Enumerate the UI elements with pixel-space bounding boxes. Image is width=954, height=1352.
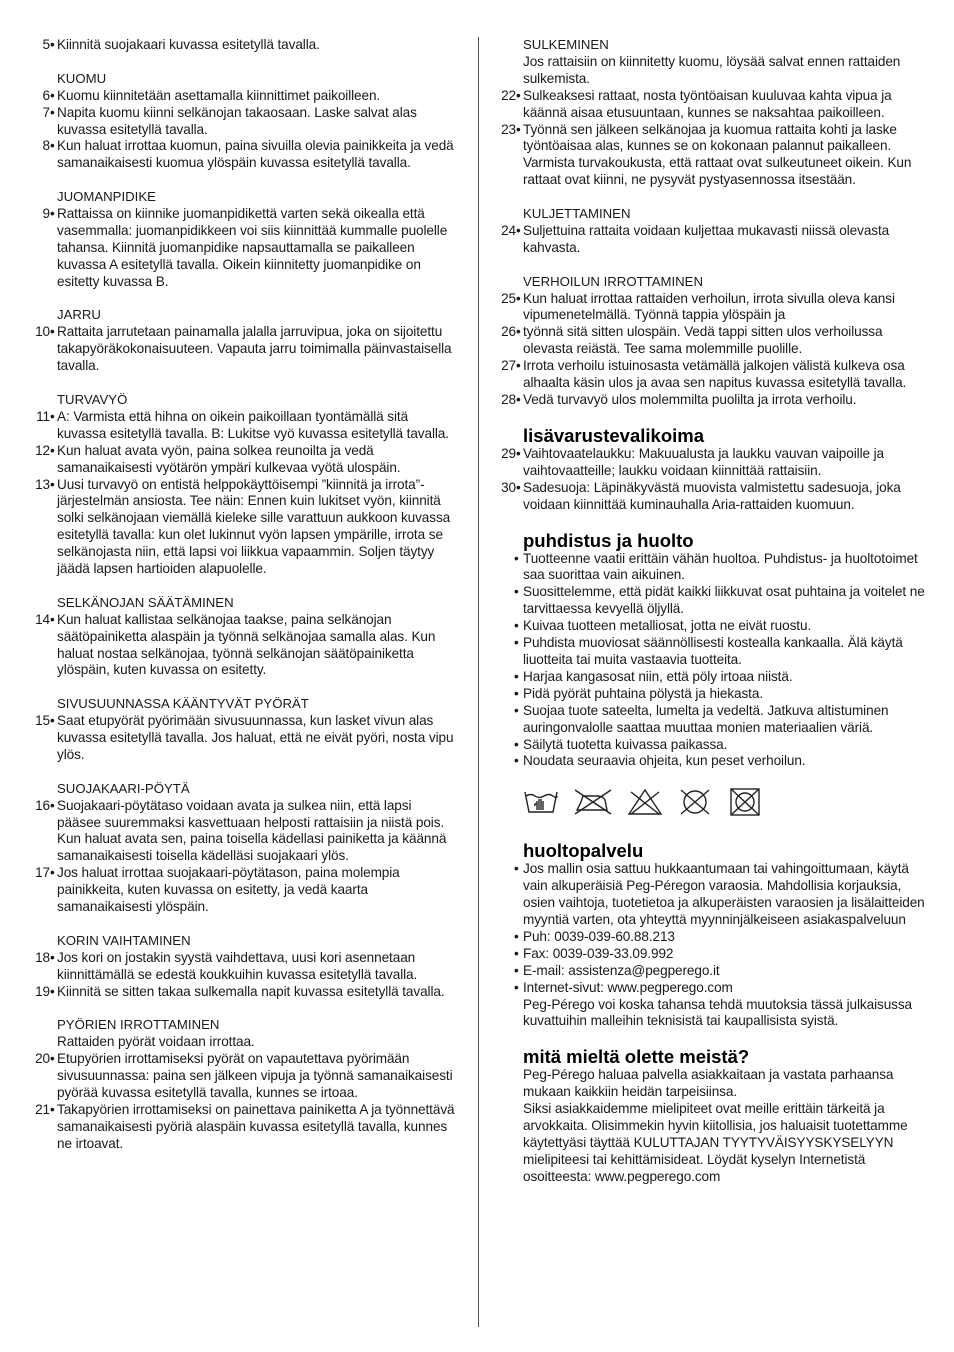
item-text: Harjaa kangasosat niin, että pöly irtoaa niistä. [523, 668, 793, 684]
item-text: Jos haluat irrottaa suojakaari-pöytätason, paina molempia painikkeita, kuten kuvassa on esitetty, ja vedä kaarta samanaikaisesti ylöspäin. [57, 865, 400, 915]
item-text: Kuomu kiinnitetään asettamalla kiinnittimet paikoilleen. [57, 87, 381, 103]
bullet-list-item [494, 946, 926, 963]
item-number: 30 [501, 479, 516, 495]
bullet-icon: • [50, 1101, 55, 1117]
section-subheading: KORIN VAIHTAMINEN [57, 932, 191, 948]
care-symbols [494, 780, 926, 824]
bullet-list-item [494, 551, 926, 585]
item-text: Pidä pyörät puhtaina pölystä ja hiekasta. [523, 685, 763, 701]
bullet-icon: • [514, 861, 519, 877]
list-item-29 [494, 446, 926, 480]
bullet-icon: • [50, 476, 55, 492]
bullet-icon: • [50, 983, 55, 999]
paragraph: Rattaiden pyörät voidaan irrottaa. [57, 1034, 255, 1050]
list-item-13 [28, 477, 456, 578]
bullet-icon: • [516, 290, 521, 306]
item-text: Puhdista muoviosat säännöllisesti kostealla kankaalla. Älä käytä liuotteita tai muita vastaavia tuotteita. [523, 635, 903, 667]
list-item-6 [28, 88, 456, 105]
column-divider [478, 37, 479, 1327]
item-number: 8 [42, 138, 50, 154]
list-item-5 [28, 37, 456, 54]
bullet-icon: • [514, 550, 519, 566]
item-text: Säilytä tuotetta kuivassa paikassa. [523, 736, 728, 752]
bullet-icon: • [514, 584, 519, 600]
section-heading: puhdistus ja huolto [523, 529, 694, 551]
list-item-12 [28, 443, 456, 477]
list-item-14 [28, 612, 456, 680]
bullet-list-item [494, 963, 926, 980]
item-text: A: Varmista että hihna on oikein paikoillaan tyontämällä sitä kuvassa esitetyllä tavalla. B: Lukitse vyö kuvassa esitetyllä tavalla. [57, 408, 449, 441]
item-text: Takapyörien irrottamiseksi on painettava painiketta A ja työnnettävä samanaikaisesti pyöriä alaspäin kuvassa esitetyllä tavalla, kunnes ne irtoavat. [57, 1101, 455, 1151]
paragraph: Siksi asiakkaidemme mielipiteet ovat meille erittäin tärkeitä ja arvokkaita. Olisimmekin hyvin kiitollisia, jos haluaisit tuotettamme käytettyäsi täyttää KULUTTAJAN TYYTYVÄISYYSKYSELYYN mielipiteesi tai kehittämisideat. Löydät kyselyn Internetistä osoitteesta: www.pegperego.com [523, 1101, 908, 1184]
bullet-icon: • [50, 611, 55, 627]
section-subheading: KULJETTAMINEN [523, 206, 631, 222]
bullet-icon: • [50, 324, 55, 340]
list-item-22 [494, 88, 926, 122]
list-item-9 [28, 206, 456, 291]
item-number: 26 [501, 324, 516, 340]
section-subheading: VERHOILUN IRROTTAMINEN [523, 273, 703, 289]
item-text: Kiinnitä se sitten takaa sulkemalla napit kuvassa esitetyllä tavalla. [57, 983, 445, 999]
section-subheading: JARRU [57, 307, 101, 323]
bullet-icon: • [516, 445, 521, 461]
item-number: 6 [42, 87, 50, 103]
item-number: 14 [35, 611, 50, 627]
section-subheading: JUOMANPIDIKE [57, 189, 156, 205]
item-text: Jos mallin osia sattuu hukkaantumaan tai vahingoittumaan, käytä vain alkuperäisiä Peg-Péregon varaosia. Mahdollisia korjauksia, osien vaihtoja, tuotetietoa ja alkuperäisten varaosien ja lisälaitteiden myyntiä varten, ota yhteyttä myynninjälkeiseen asiakaspalveluun [523, 861, 925, 928]
bullet-list-item [494, 669, 926, 686]
paragraph: Peg-Pérego voi koska tahansa tehdä muutoksia tässä julkaisussa kuvattuihin malleihin teknisistä tai kaupallisista syistä. [523, 996, 913, 1029]
no-tumble-dry-icon [727, 787, 763, 817]
list-item-15 [28, 713, 456, 764]
bullet-icon: • [50, 949, 55, 965]
bullet-icon: • [516, 324, 521, 340]
no-iron-icon [573, 788, 613, 816]
bullet-icon: • [50, 37, 55, 52]
section-heading: lisävarustevalikoima [523, 424, 704, 446]
bullet-icon: • [50, 865, 55, 881]
item-text: Kun haluat irrottaa rattaiden verhoilun, irrota sivulla oleva kansi vipumenetelmällä. Työnnä tappia ylöspäin ja [523, 290, 895, 323]
item-text: Suosittelemme, että pidät kaikki liikkuvat osat puhtaina ja voitelet ne tarvittaessa kevyellä öljyllä. [523, 584, 925, 617]
paragraph: Jos rattaisiin on kiinnitetty kuomu, löysää salvat ennen rattaiden sulkemista. [523, 53, 901, 86]
item-number: 12 [35, 442, 50, 458]
bullet-icon: • [514, 668, 519, 684]
item-text: Kun haluat avata vyön, paina solkea reunoilta ja vedä samanaikaisesti vyötärön ympäri kulkevaa vyötä ulospäin. [57, 442, 401, 475]
item-number: 28 [501, 392, 516, 407]
no-bleach-icon [627, 788, 663, 816]
bullet-icon: • [50, 138, 55, 154]
item-number: 23 [501, 121, 516, 137]
item-text: Kuivaa tuotteen metalliosat, jotta ne eivät ruostu. [523, 618, 812, 634]
bullet-list-item [494, 737, 926, 754]
item-number: 9 [42, 206, 50, 222]
list-item-30 [494, 480, 926, 514]
list-item-27 [494, 358, 926, 392]
item-text: Sadesuoja: Läpinäkyvästä muovista valmistettu sadesuoja, joka voidaan kiinnittää kuminauhalla Aria-rattaiden kuomuun. [523, 479, 901, 512]
section-subheading: KUOMU [57, 70, 107, 86]
item-number: 21 [35, 1101, 50, 1117]
bullet-list-item [494, 584, 926, 618]
item-text: Kun haluat kallistaa selkänojaa taakse, paina selkänojan säätöpainiketta alaspäin ja työnnä selkänojaa samalla alas. Kun haluat nostaa selkänojaa, työnnä selkänojan säätöpainiketta ylöspäin, kuten kuvassa on esitetty. [57, 611, 436, 678]
bullet-list-item [494, 753, 926, 770]
list-item-28 [494, 392, 926, 409]
bullet-icon: • [514, 753, 519, 769]
bullet-list-item [494, 861, 926, 929]
bullet-icon: • [514, 979, 519, 995]
list-item-18 [28, 950, 456, 984]
item-number: 19 [35, 983, 50, 999]
bullet-list-item [494, 929, 926, 946]
item-number: 16 [35, 797, 50, 813]
bullet-icon: • [50, 1051, 55, 1067]
bullet-icon: • [516, 87, 521, 103]
list-item-7 [28, 105, 456, 139]
item-number: 17 [35, 865, 50, 881]
item-number: 5 [42, 37, 50, 52]
bullet-icon: • [514, 962, 519, 978]
list-item-24 [494, 223, 926, 257]
item-text: Puh: 0039-039-60.88.213 [523, 928, 675, 944]
item-text: Saat etupyörät pyörimään sivusuunnassa, kun lasket vivun alas kuvassa esitetyllä tavalla. Jos haluat, että ne eivät pyöri, nosta vipu ylös. [57, 713, 454, 762]
item-number: 20 [35, 1051, 50, 1067]
list-item-17 [28, 865, 456, 916]
item-text: Uusi turvavyö on entistä helppokäyttöisempi ”kiinnitä ja irrota”-järjestelmän ansiosta. Tee näin: Ennen kuin lukitset vyön, kiinnitä solki selkänojaan viemällä kieleke sille varattuun aukkoon kuvassa esitetyllä tavalla: kun olet lukinnut vyön lapsen ympärille, irrota se selkänojasta niin, että lapsi voi liikkua vapaammin. Soljen täytyy jäädä lapsen hartioiden alapuolelle. [57, 476, 451, 577]
item-number: 29 [501, 445, 516, 461]
bullet-list-item [494, 703, 926, 737]
item-text: Suljettuina rattaita voidaan kuljettaa mukavasti niissä olevasta kahvasta. [523, 222, 890, 255]
right-column [494, 37, 926, 1186]
list-item-23 [494, 122, 926, 190]
item-text: E-mail: assistenza@pegperego.it [523, 962, 720, 978]
item-number: 25 [501, 290, 516, 306]
bullet-icon: • [514, 736, 519, 752]
bullet-icon: • [514, 702, 519, 718]
paragraph: Peg-Pérego haluaa palvella asiakkaitaan ja vastata parhaansa mukaan kaikkiin heidän tarpeisiinsa. [523, 1067, 894, 1100]
section-heading: huoltopalvelu [523, 840, 644, 862]
list-item-25 [494, 291, 926, 325]
item-text: Fax: 0039-039-33.09.992 [523, 945, 674, 961]
item-text: Rattaissa on kiinnike juomanpidikettä varten sekä oikealla että vasemmalla: juomanpidikkeen voi siis kiinnittää kummalle puolelle tahansa. Kiinnitä juomanpidike napsauttamalla se paikalleen kuvassa A esitetyllä tavalla. Oikein kiinnitetty juomanpidike on esitetty kuvassa B. [57, 206, 448, 289]
item-text: Sulkeaksesi rattaat, nosta työntöaisan kuuluvaa kahta vipua ja käännä aisaa etusuuntaan, kunnes se naksahtaa paikoilleen. [523, 87, 892, 120]
bullet-icon: • [50, 797, 55, 813]
bullet-icon: • [50, 104, 55, 120]
list-item-8 [28, 138, 456, 172]
item-text: Rattaita jarrutetaan painamalla jalalla jarruvipua, joka on sijoitettu takapyöräkokonaisuuteen. Vapauta jarru toimimalla päinvastaisella tavalla. [57, 324, 452, 374]
bullet-list-item [494, 686, 926, 703]
item-text: Vaihtovaatelaukku: Makuualusta ja laukku vauvan vaipoille ja vaihtovaatteille; laukku voidaan kiinnittää rattaisiin. [523, 445, 885, 478]
item-text: Napita kuomu kiinni selkänojan takaosaan. Laske salvat alas kuvassa esitetyllä tavalla. [57, 104, 417, 137]
bullet-icon: • [516, 358, 521, 374]
list-item-21 [28, 1102, 456, 1153]
item-text: Noudata seuraavia ohjeita, kun peset verhoilun. [523, 753, 806, 769]
section-subheading: TURVAVYÖ [57, 391, 128, 407]
bullet-list-item [494, 980, 926, 997]
section-heading: mitä mieltä olette meistä? [523, 1046, 750, 1068]
item-number: 27 [501, 358, 516, 374]
bullet-icon: • [516, 222, 521, 238]
list-item-10 [28, 324, 456, 375]
no-dry-clean-icon [677, 788, 713, 816]
item-number: 18 [35, 949, 50, 965]
item-text: Etupyörien irrottamiseksi pyörät on vapautettava pyörimään sivusuunnassa: paina sen jälkeen vipuja ja työnnä samanaikaisesti pyörää kuvassa esitetyllä tavalla, kunnes se irtoaa. [57, 1051, 453, 1101]
item-text: Suojaa tuote sateelta, lumelta ja vedeltä. Jatkuva altistuminen auringonvalolle saattaa muuttaa monien materiaalien väriä. [523, 702, 889, 735]
section-subheading: PYÖRIEN IRROTTAMINEN [57, 1017, 220, 1033]
item-number: 24 [501, 222, 516, 238]
hand-wash-icon [523, 788, 559, 816]
list-item-11 [28, 409, 456, 443]
item-number: 7 [42, 104, 50, 120]
list-item-26 [494, 324, 926, 358]
item-text: työnnä sitä sitten ulospäin. Vedä tappi sitten ulos verhoilussa olevasta reiästä. Tee sama molemmille puolille. [523, 324, 883, 357]
section-subheading: SELKÄNOJAN SÄÄTÄMINEN [57, 594, 234, 610]
item-text: Kiinnitä suojakaari kuvassa esitetyllä tavalla. [57, 37, 320, 52]
bullet-icon: • [50, 408, 55, 424]
item-number: 11 [36, 408, 50, 424]
section-subheading: SIVUSUUNNASSA KÄÄNTYVÄT PYÖRÄT [57, 696, 309, 712]
bullet-icon: • [50, 713, 55, 729]
item-text: Irrota verhoilu istuinosasta vetämällä jalkojen välistä kulkeva osa alhaalta käsin ulos ja avaa sen napitus kuvassa esitetyllä tavalla. [523, 358, 907, 391]
list-item-19 [28, 984, 456, 1001]
section-subheading: SUOJAKAARI-PÖYTÄ [57, 780, 190, 796]
left-column [28, 37, 456, 1153]
bullet-list-item [494, 618, 926, 635]
bullet-icon: • [514, 635, 519, 651]
bullet-icon: • [514, 618, 519, 634]
item-number: 10 [35, 324, 50, 340]
bullet-icon: • [50, 442, 55, 458]
item-text: Suojakaari-pöytätaso voidaan avata ja sulkea niin, että lapsi pääsee suuremmaksi kasvettuaan helposti rattaisiin ja niistä pois. Kun haluat avata sen, paina toisella kädellasi painiketta ja käännä samanaikaisesti toisella kädelläsi suojakaari ylös. [57, 797, 447, 864]
bullet-icon: • [516, 121, 521, 137]
bullet-icon: • [516, 479, 521, 495]
bullet-icon: • [514, 685, 519, 701]
item-text: Jos kori on jostakin syystä vaihdettava, uusi kori asennetaan kiinnittämällä se edestä koukkuihin kuvassa esitetyllä tavalla. [57, 949, 418, 982]
list-item-20 [28, 1051, 456, 1102]
section-subheading: SULKEMINEN [523, 37, 609, 52]
item-text: Internet-sivut: www.pegperego.com [523, 979, 733, 995]
item-text: Vedä turvavyö ulos molemmilta puolilta ja irrota verhoilu. [523, 392, 857, 407]
item-number: 22 [501, 87, 516, 103]
bullet-icon: • [514, 928, 519, 944]
bullet-icon: • [50, 87, 55, 103]
bullet-icon: • [516, 392, 521, 407]
bullet-icon: • [514, 945, 519, 961]
item-number: 15 [35, 713, 50, 729]
bullet-icon: • [50, 206, 55, 222]
bullet-list-item [494, 635, 926, 669]
item-text: Tuotteenne vaatii erittäin vähän huoltoa. Puhdistus- ja huoltotoimet saa suorittaa vain aikuinen. [523, 550, 918, 583]
list-item-16 [28, 798, 456, 866]
item-text: Työnnä sen jälkeen selkänojaa ja kuomua rattaita kohti ja laske työntöaisaa alas, kunnes se on kokonaan palannut paikalleen. Varmista turvakoukusta, että rattaat ovat sulkeutuneet oikein. Kun rattaat ovat kiinni, ne pysyvät pystyasennossa itsestään. [523, 121, 912, 188]
item-number: 13 [35, 476, 50, 492]
item-text: Kun haluat irrottaa kuomun, paina sivuilla olevia painikkeita ja vedä samanaikaisesti kuomua ylöspäin kuvassa esitetyllä tavalla. [57, 138, 454, 171]
